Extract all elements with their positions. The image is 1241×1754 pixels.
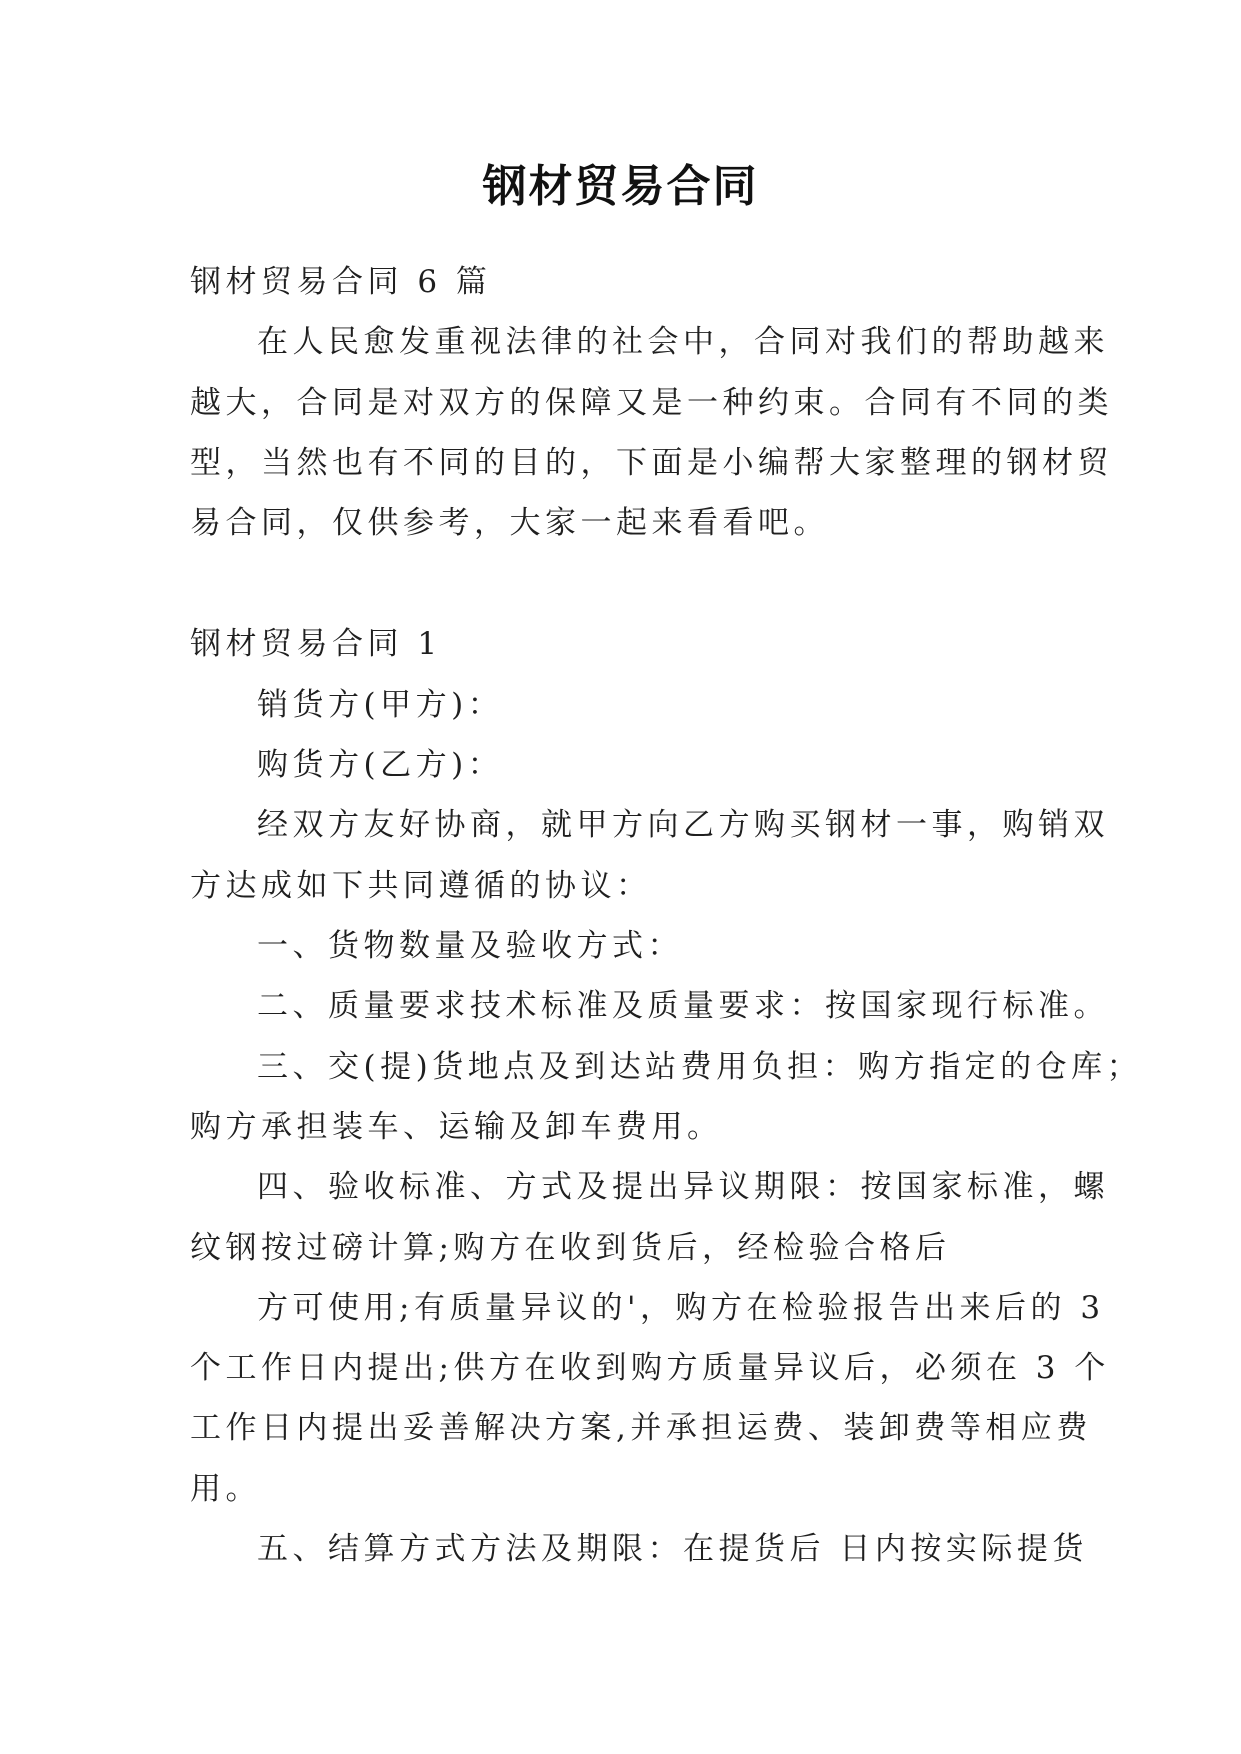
- paragraph-line: 用。: [190, 1471, 261, 1507]
- paragraph-line: 购方承担装车、运输及卸车费用。: [190, 1109, 723, 1145]
- paragraph-line: 型，当然也有不同的目的，下面是小编帮大家整理的钢材贸: [190, 445, 1113, 481]
- paragraph-line: 工作日内提出妥善解决方案,并承担运费、装卸费等相应费: [190, 1410, 1092, 1446]
- paragraph-line: 纹钢按过磅计算;购方在收到货后，经检验合格后: [190, 1230, 951, 1266]
- document-title: 钢材贸易合同: [482, 161, 759, 212]
- paragraph-line: 在人民愈发重视法律的社会中，合同对我们的帮助越来: [257, 324, 1109, 360]
- paragraph-line: 方可使用;有质量异议的'，购方在检验报告出来后的 3: [257, 1290, 1105, 1326]
- paragraph-line: 三、交(提)货地点及到达站费用负担：购方指定的仓库；: [257, 1049, 1143, 1085]
- paragraph-line: 二、质量要求技术标准及质量要求：按国家现行标准。: [257, 988, 1109, 1024]
- paragraph-line: 四、验收标准、方式及提出异议期限：按国家标准，螺: [257, 1169, 1109, 1205]
- paragraph-line: 一、货物数量及验收方式：: [257, 928, 683, 964]
- section-heading: 钢材贸易合同 1: [190, 626, 442, 662]
- paragraph-line: 经双方友好协商，就甲方向乙方购买钢材一事，购销双: [257, 807, 1109, 843]
- paragraph-line: 购货方(乙方)：: [257, 747, 504, 783]
- document-subtitle: 钢材贸易合同 6 篇: [190, 264, 492, 300]
- paragraph-line: 易合同，仅供参考，大家一起来看看吧。: [190, 505, 829, 541]
- paragraph-line: 方达成如下共同遵循的协议：: [190, 868, 652, 904]
- paragraph-line: 五、结算方式方法及期限：在提货后 日内按实际提货: [257, 1531, 1088, 1567]
- paragraph-line: 销货方(甲方)：: [257, 687, 504, 723]
- paragraph-line: 越大，合同是对双方的保障又是一种约束。合同有不同的类: [190, 385, 1113, 421]
- paragraph-line: 个工作日内提出;供方在收到购方质量异议后，必须在 3 个: [190, 1350, 1110, 1386]
